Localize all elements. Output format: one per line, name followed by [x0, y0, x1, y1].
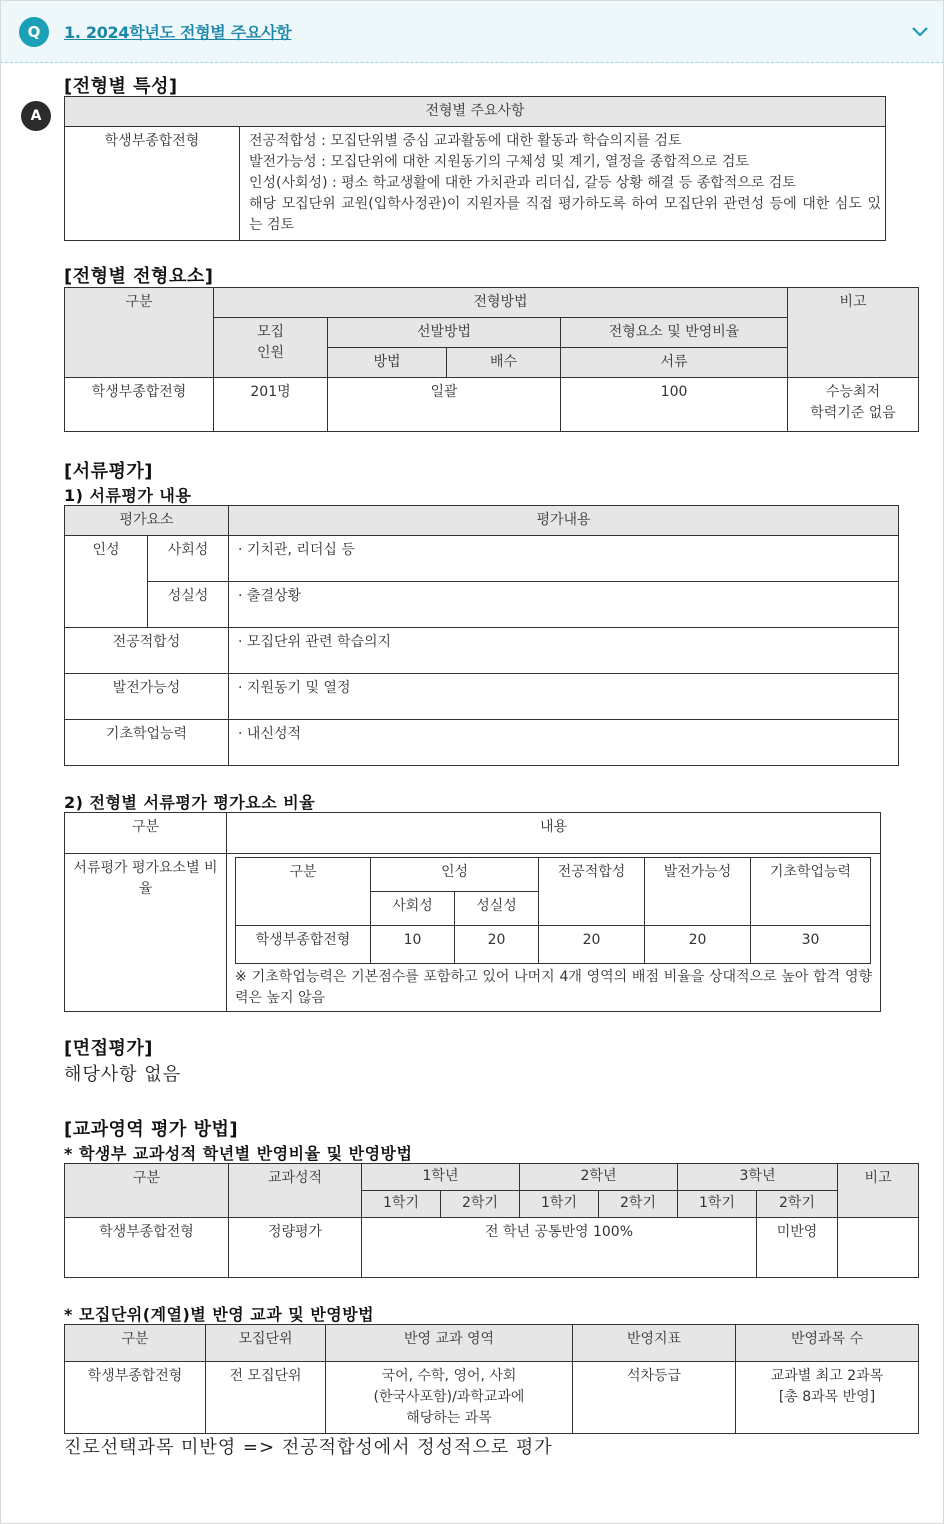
- question-title[interactable]: 1. 2024학년도 전형별 주요사항: [64, 23, 292, 42]
- grade-h-year: 3학년: [678, 1164, 838, 1191]
- inner-value: 30: [751, 926, 871, 964]
- unit-h-count: 반영과목 수: [736, 1325, 919, 1362]
- characteristics-row-label: 학생부종합전형: [65, 127, 240, 241]
- heading-elements: [전형별 전형요소]: [64, 266, 214, 287]
- grade-h-semester: 2학기: [441, 1191, 520, 1218]
- doc-row-content: · 기치관, 리더십 등: [229, 536, 899, 582]
- footer-note: 진로선택과목 미반영 => 전공적합성에서 정성적으로 평가: [64, 1437, 553, 1458]
- elements-bigo: [788, 378, 919, 432]
- elements-h-bigo: 비고: [788, 288, 919, 378]
- characteristics-header: 전형별 주요사항: [65, 97, 886, 127]
- ratio-h-gubun: 구분: [65, 813, 227, 854]
- elements-h-gubun: 구분: [65, 288, 214, 378]
- answer-badge: A: [21, 101, 51, 131]
- char-line-2: 발전가능성 : 모집단위에 대한 지원동기의 구체성 및 계기, 열정을 종합적으로 검토: [249, 154, 749, 170]
- inner-value: 20: [539, 926, 645, 964]
- doc-h-content: 평가내용: [229, 506, 899, 536]
- doc-row-content: · 출결상황: [229, 582, 899, 628]
- question-badge: Q: [19, 17, 49, 47]
- char-line-1: 전공적합성 : 모집단위별 중심 교과활동에 대한 활동과 학습의지를 검토: [249, 133, 682, 149]
- elements-h-seoryu: 서류: [561, 348, 788, 378]
- heading-document-eval: [서류평가]: [64, 461, 154, 482]
- heading-interview: [면접평가]: [64, 1038, 154, 1059]
- unit-unit: 전 모집단위: [206, 1362, 326, 1434]
- grade-all-years: 전 학년 공통반영 100%: [362, 1218, 757, 1278]
- doc-row-content: · 모집단위 관련 학습의지: [229, 628, 899, 674]
- grade-ratio-table: [64, 1163, 919, 1278]
- question-bar[interactable]: [0, 0, 944, 63]
- inner-h-major: 전공적합성: [539, 858, 645, 926]
- inner-value: 10: [371, 926, 455, 964]
- unit-subjects-line3: 해당하는 과목: [406, 1410, 492, 1426]
- inner-row-label: 학생부종합전형: [236, 926, 371, 964]
- unit-row-label: 학생부종합전형: [65, 1362, 206, 1434]
- grade-h-semester: 2학기: [757, 1191, 838, 1218]
- grade-h-grade: 교과성적: [229, 1164, 362, 1218]
- unit-subjects-line1: 국어, 수학, 영어, 사회: [381, 1368, 517, 1384]
- unit-subjects-table: [64, 1324, 919, 1434]
- unit-subjects-line2: (한국사포함)/과학교과에: [373, 1389, 525, 1405]
- doc-row-name: 전공적합성: [65, 628, 229, 674]
- grade-h-gubun: 구분: [65, 1164, 229, 1218]
- elements-h-count: [214, 318, 328, 378]
- characteristics-content: [240, 127, 886, 241]
- unit-h-gubun: 구분: [65, 1325, 206, 1362]
- doc-row-name: 발전가능성: [65, 674, 229, 720]
- grade-h-semester: 1학기: [520, 1191, 599, 1218]
- elements-h-inwon: 인원: [256, 345, 285, 361]
- doc-row-name: 기초학업능력: [65, 720, 229, 766]
- chevron-down-icon[interactable]: [910, 22, 930, 42]
- elements-h-bangbeop: 방법: [328, 348, 447, 378]
- ratio-h-naeyong: 내용: [227, 813, 881, 854]
- grade-excluded: 미반영: [757, 1218, 838, 1278]
- unit-h-indicator: 반영지표: [573, 1325, 736, 1362]
- inner-h-basic: 기초학업능력: [751, 858, 871, 926]
- doc-h-element: 평가요소: [65, 506, 229, 536]
- elements-bigo-line1: 수능최저: [825, 384, 881, 400]
- doc-inseong: 인성: [65, 536, 148, 628]
- elements-h-element-ratio: 전형요소 및 반영비율: [561, 318, 788, 348]
- heading-characteristics: [전형별 특성]: [64, 76, 178, 97]
- grade-h-year: 1학년: [362, 1164, 520, 1191]
- ratio-content-cell: [227, 854, 881, 1012]
- inner-value: 20: [455, 926, 539, 964]
- grade-value: 정량평가: [229, 1218, 362, 1278]
- subheading-grade-ratio: * 학생부 교과성적 학년별 반영비율 및 반영방법: [64, 1144, 413, 1163]
- unit-count-line2: [총 8과목 반영]: [778, 1389, 876, 1405]
- interview-text: 해당사항 없음: [64, 1064, 182, 1085]
- inner-h-social: 사회성: [371, 892, 455, 926]
- unit-h-unit: 모집단위: [206, 1325, 326, 1362]
- ratio-label: 서류평가 평가요소별 비율: [65, 854, 227, 1012]
- char-line-3: 인성(사회성) : 평소 학교생활에 대한 가치관과 리더십, 갈등 상황 해결 등 종합적으로 검토: [249, 175, 796, 191]
- inner-h-gubun: 구분: [236, 858, 371, 926]
- grade-row-label: 학생부종합전형: [65, 1218, 229, 1278]
- unit-h-subjects: 반영 교과 영역: [326, 1325, 573, 1362]
- subheading-doc-content: 1) 서류평가 내용: [64, 486, 192, 505]
- inner-value: 20: [645, 926, 751, 964]
- elements-count: 201명: [214, 378, 328, 432]
- elements-table: [64, 287, 919, 432]
- ratio-inner-table: [235, 857, 871, 964]
- grade-h-bigo: 비고: [838, 1164, 919, 1218]
- doc-ratio-table: [64, 812, 881, 1012]
- elements-bigo-line2: 학력기준 없음: [810, 405, 896, 421]
- grade-h-year: 2학년: [520, 1164, 678, 1191]
- elements-row-label: 학생부종합전형: [65, 378, 214, 432]
- unit-count-line1: 교과별 최고 2과목: [770, 1368, 884, 1384]
- elements-h-baesu: 배수: [447, 348, 561, 378]
- elements-method: 일괄: [328, 378, 561, 432]
- unit-subjects: [326, 1362, 573, 1434]
- unit-indicator: 석차등급: [573, 1362, 736, 1434]
- grade-h-semester: 1학기: [678, 1191, 757, 1218]
- grade-h-semester: 2학기: [599, 1191, 678, 1218]
- subheading-doc-ratio: 2) 전형별 서류평가 평가요소 비율: [64, 793, 316, 812]
- doc-row-name: 성실성: [148, 582, 229, 628]
- characteristics-table: [64, 96, 886, 241]
- elements-h-selection: 선발방법: [328, 318, 561, 348]
- char-line-4: 해당 모집단위 교원(입학사정관)이 지원자를 직접 평가하도록 하여 모집단위 관련성 등에 대한 심도 있는 검토: [249, 196, 881, 233]
- elements-seoryu-value: 100: [561, 378, 788, 432]
- doc-content-table: [64, 505, 899, 766]
- grade-h-semester: 1학기: [362, 1191, 441, 1218]
- inner-h-sincere: 성실성: [455, 892, 539, 926]
- doc-row-content: · 내신성적: [229, 720, 899, 766]
- heading-subject-eval: [교과영역 평가 방법]: [64, 1119, 239, 1140]
- doc-row-content: · 지원동기 및 열정: [229, 674, 899, 720]
- doc-row-name: 사회성: [148, 536, 229, 582]
- grade-bigo-value: [838, 1218, 919, 1278]
- subheading-unit-subjects: * 모집단위(계열)별 반영 교과 및 반영방법: [64, 1305, 375, 1324]
- ratio-note: ※ 기초학업능력은 기본점수를 포함하고 있어 나머지 4개 영역의 배점 비율을 상대적으로 높아 합격 영향력은 높지 않음: [235, 969, 872, 1006]
- inner-h-growth: 발전가능성: [645, 858, 751, 926]
- inner-h-inseong: 인성: [371, 858, 539, 892]
- elements-h-moejip: 모집: [256, 324, 285, 340]
- unit-count: [736, 1362, 919, 1434]
- elements-h-method: 전형방법: [214, 288, 788, 318]
